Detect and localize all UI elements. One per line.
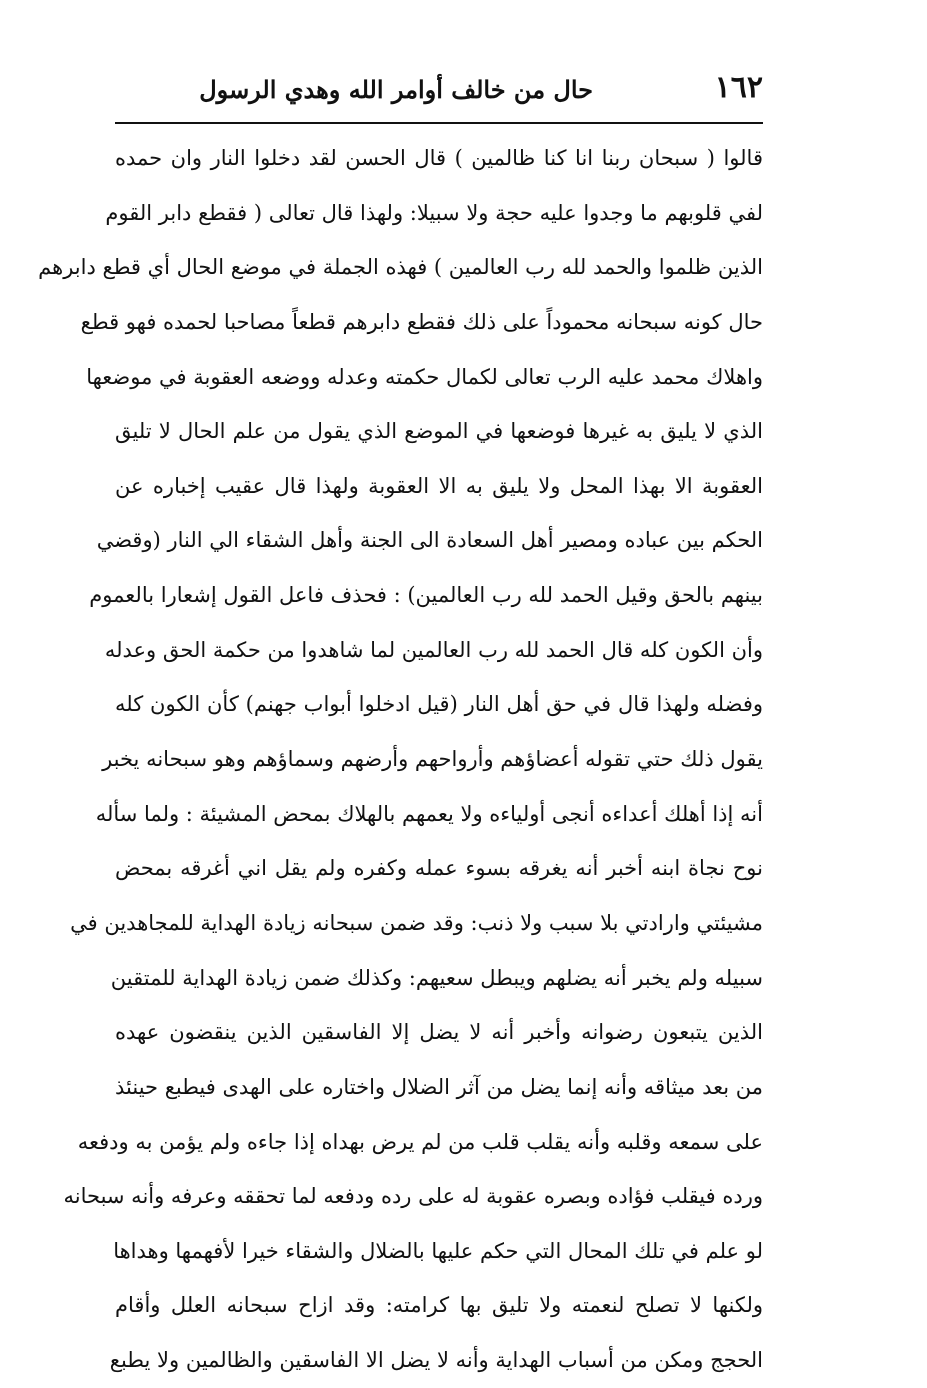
page-number: ١٦٢ bbox=[714, 70, 763, 105]
text-line: لفي قلوبهم ما وجدوا عليه حجة ولا سبيلا: ولهذا قال تعالى ( فقطع دابر القوم bbox=[105, 200, 763, 225]
text-line: الذين يتبعون رضوانه وأخبر أنه لا يضل إلا الفاسقين الذين ينقضون عهده bbox=[115, 1020, 763, 1045]
text-line: ولكنها لا تصلح لنعمته ولا تليق بها كرامته: وقد ازاح سبحانه العلل وأقام bbox=[115, 1293, 763, 1318]
page-header bbox=[115, 60, 763, 120]
text-line: الذين ظلموا والحمد لله رب العالمين ) فهذه الجملة في موضع الحال أي قطع دابرهم bbox=[38, 255, 763, 280]
text-line: مشيئتي وارادتي بلا سبب ولا ذنب: وقد ضمن سبحانه زيادة الهداية للمجاهدين في bbox=[70, 910, 763, 935]
text-line: وأن الكون كله قال الحمد لله رب العالمين لما شاهدوا من حكمة الحق وعدله bbox=[104, 637, 763, 662]
text-line: ورده فيقلب فؤاده وبصره عقوبة له على رده ودفعه لما تحققه وعرفه وأنه سبحانه bbox=[63, 1184, 763, 1209]
text-line: من بعد ميثاقه وأنه إنما يضل من آثر الضلال واختاره على الهدى فيطبع حينئذ bbox=[115, 1074, 763, 1099]
text-line: وفضله ولهذا قال في حق أهل النار (قيل ادخلوا أبواب جهنم) كأن الكون كله bbox=[115, 692, 763, 717]
text-line: لو علم في تلك المحال التي حكم عليها بالضلال والشقاء خيرا لأفهمها وهداها bbox=[113, 1238, 763, 1263]
text-line: الذي لا يليق به غيرها فوضعها في الموضع الذي يقول من علم الحال لا تليق bbox=[115, 419, 763, 444]
body-text bbox=[38, 131, 763, 1388]
text-line: نوح نجاة ابنه أخبر أنه يغرقه بسوء عمله وكفره ولم يقل اني أغرقه بمحض bbox=[115, 856, 763, 881]
text-line: سبيله ولم يخبر أنه يضلهم ويبطل سعيهم: وكذلك ضمن زيادة الهداية للمتقين bbox=[110, 965, 763, 990]
header-divider bbox=[115, 122, 763, 124]
text-line: واهلاك محمد عليه الرب تعالى لكمال حكمته وعدله ووضعه العقوبة في موضعها bbox=[86, 364, 763, 389]
text-line: قالوا ( سبحان ربنا انا كنا ظالمين ) قال الحسن لقد دخلوا النار وان حمده bbox=[115, 146, 763, 170]
text-line: يقول ذلك حتي تقوله أعضاؤهم وأرواحهم وأرضهم وسماؤهم وهو سبحانه يخبر bbox=[102, 747, 763, 772]
text-line: حال كونه سبحانه محموداً على ذلك فقطع دابرهم قطعاً مصاحبا لحمده فهو قطع bbox=[80, 309, 763, 334]
text-line: بينهم بالحق وقيل الحمد لله رب العالمين) : فحذف فاعل القول إشعارا بالعموم bbox=[89, 583, 763, 608]
running-title: حال من خالف أوامر الله وهدي الرسول bbox=[199, 75, 593, 104]
text-line: الحجج ومكن من أسباب الهداية وأنه لا يضل الا الفاسقين والظالمين ولا يطبع bbox=[109, 1348, 763, 1373]
text-line: العقوبة الا بهذا المحل ولا يليق به الا العقوبة ولهذا قال عقيب إخباره عن bbox=[115, 473, 763, 498]
text-line: على سمعه وقلبه وأنه يقلب قلب من لم يرض بهداه إذا جاءه ولم يؤمن به ودفعه bbox=[77, 1129, 763, 1154]
text-line: أنه إذا أهلك أعداءه أنجى أولياءه ولا يعمهم بالهلاك بمحض المشيئة : ولما سأله bbox=[95, 801, 763, 826]
text-line: الحكم بين عباده ومصير أهل السعادة الى الجنة وأهل الشقاء الي النار (وقضي bbox=[96, 528, 763, 553]
